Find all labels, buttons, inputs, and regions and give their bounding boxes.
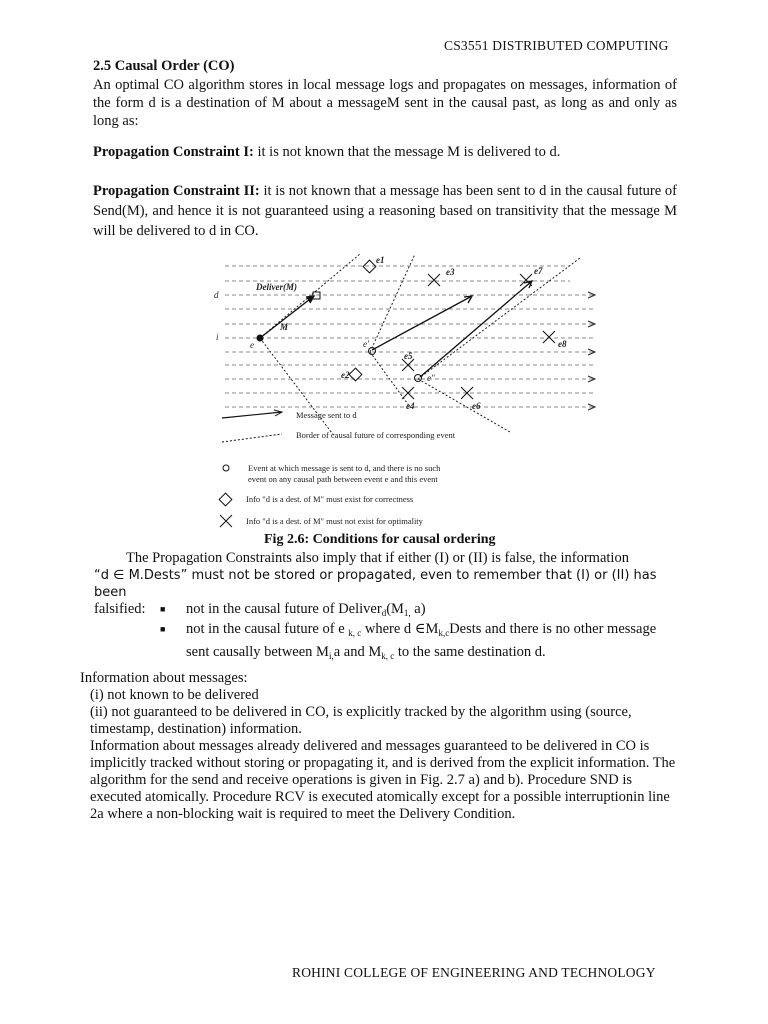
after-line-3: falsified:	[94, 601, 146, 617]
section-title: 2.5 Causal Order (CO)	[93, 58, 235, 74]
constraint-1-label: Propagation Constraint I:	[93, 144, 254, 160]
process-d-label: d	[214, 290, 219, 300]
page-footer: ROHINI COLLEGE OF ENGINEERING AND TECHNOLOGY	[292, 965, 656, 980]
after-line-1: The Propagation Constraints also imply that if either (I) or (II) is false, the information	[126, 550, 629, 566]
e5-label: e5	[404, 351, 413, 361]
timeline-arrowheads	[588, 292, 595, 410]
constraint-2	[93, 181, 677, 241]
e1-label: e1	[376, 255, 385, 265]
event-edprime-marker	[415, 375, 422, 382]
edprime-label: e"	[427, 373, 435, 383]
legend	[219, 410, 456, 527]
bullet-marker: ■	[160, 604, 166, 614]
e4-label: e4	[406, 401, 415, 411]
legend-correctness: Info "d is a dest. of M" must exist for correctness	[246, 494, 414, 504]
info-section	[80, 670, 680, 823]
causal-order-diagram	[210, 252, 602, 534]
constraint-2-label: Propagation Constraint II:	[93, 183, 260, 199]
eprime-label: e'	[363, 339, 369, 349]
bullet-1-text: not in the causal future of $Deliver_d(M_{1,}$ a)	[186, 601, 426, 618]
legend-border: Border of causal future of corresponding event	[296, 430, 456, 440]
e7-label: e7	[534, 266, 543, 276]
after-line-2: “d ∈ M.Dests” must not be stored or propagated, even to remember that (I) or (II) has been	[94, 568, 657, 600]
legend-event-line1: Event at which message is sent to d, and there is no such	[248, 463, 441, 473]
legend-event-line2: event on any causal path between event e and this event	[248, 474, 438, 484]
info-heading: Information about messages:	[80, 670, 248, 686]
info-item-1: (i) not known to be delivered	[90, 687, 259, 703]
process-i-label: i	[216, 332, 219, 342]
cross-markers	[402, 274, 555, 399]
bullet-marker: ■	[160, 624, 166, 634]
e2-label: e2	[341, 370, 350, 380]
legend-message: Message sent to d	[296, 410, 357, 420]
event-e-marker	[257, 335, 264, 342]
info-item-2: (ii) not guaranteed to be delivered in CO, is explicitly tracked by the algorithm using (source, timestamp, destination) information.	[90, 704, 632, 737]
event-e-label: e	[250, 340, 254, 350]
constraint-1	[93, 143, 677, 161]
constraint-2-text: it is not known that a message has been sent to d in the causal future of Send(M), and hence it is not guaranteed using a reasoning based on transitivity that the message M will be delivered to d in CO.	[93, 183, 677, 239]
event-eprime-marker	[369, 348, 376, 355]
figure-caption: Fig 2.6: Conditions for causal ordering	[264, 532, 496, 547]
bullet-2-text: not in the causal future of e $_{k, c}$ where d $\in M_{k,c}Dests$ and there is no other message sent causally between $M_{i,}a$ and $M_{k, c}$ to the same destination d.	[186, 621, 657, 661]
intro-paragraph: An optimal CO algorithm stores in local message logs and propagates on messages, information of the form d is a destination of M about a messageM sent in the causal past, as long as and only as long as:	[93, 77, 677, 129]
deliver-label: Deliver(M)	[256, 282, 297, 292]
e6-label: e6	[472, 401, 481, 411]
message-m-label: M	[280, 322, 289, 332]
e8-label: e8	[558, 339, 567, 349]
page-header: CS3551 DISTRIBUTED COMPUTING	[444, 38, 669, 53]
e3-label: e3	[446, 267, 455, 277]
constraint-1-text: it is not known that the message M is delivered to d.	[257, 144, 561, 160]
info-item-3: Information about messages already delivered and messages guaranteed to be delivered in CO is implicitly tracked without storing or propagating it, and is derived from the explicit information. The algorithm for the send and receive operations is given in Fig. 2.7 a) and b). Procedure SND is executed atomically. Procedure RCV is executed atomically except for a possible interruptionin line 2a where a non-blocking wait is required to meet the Delivery Condition.	[90, 738, 676, 822]
legend-optimality: Info "d is a dest. of M" must not exist for optimality	[246, 516, 423, 526]
